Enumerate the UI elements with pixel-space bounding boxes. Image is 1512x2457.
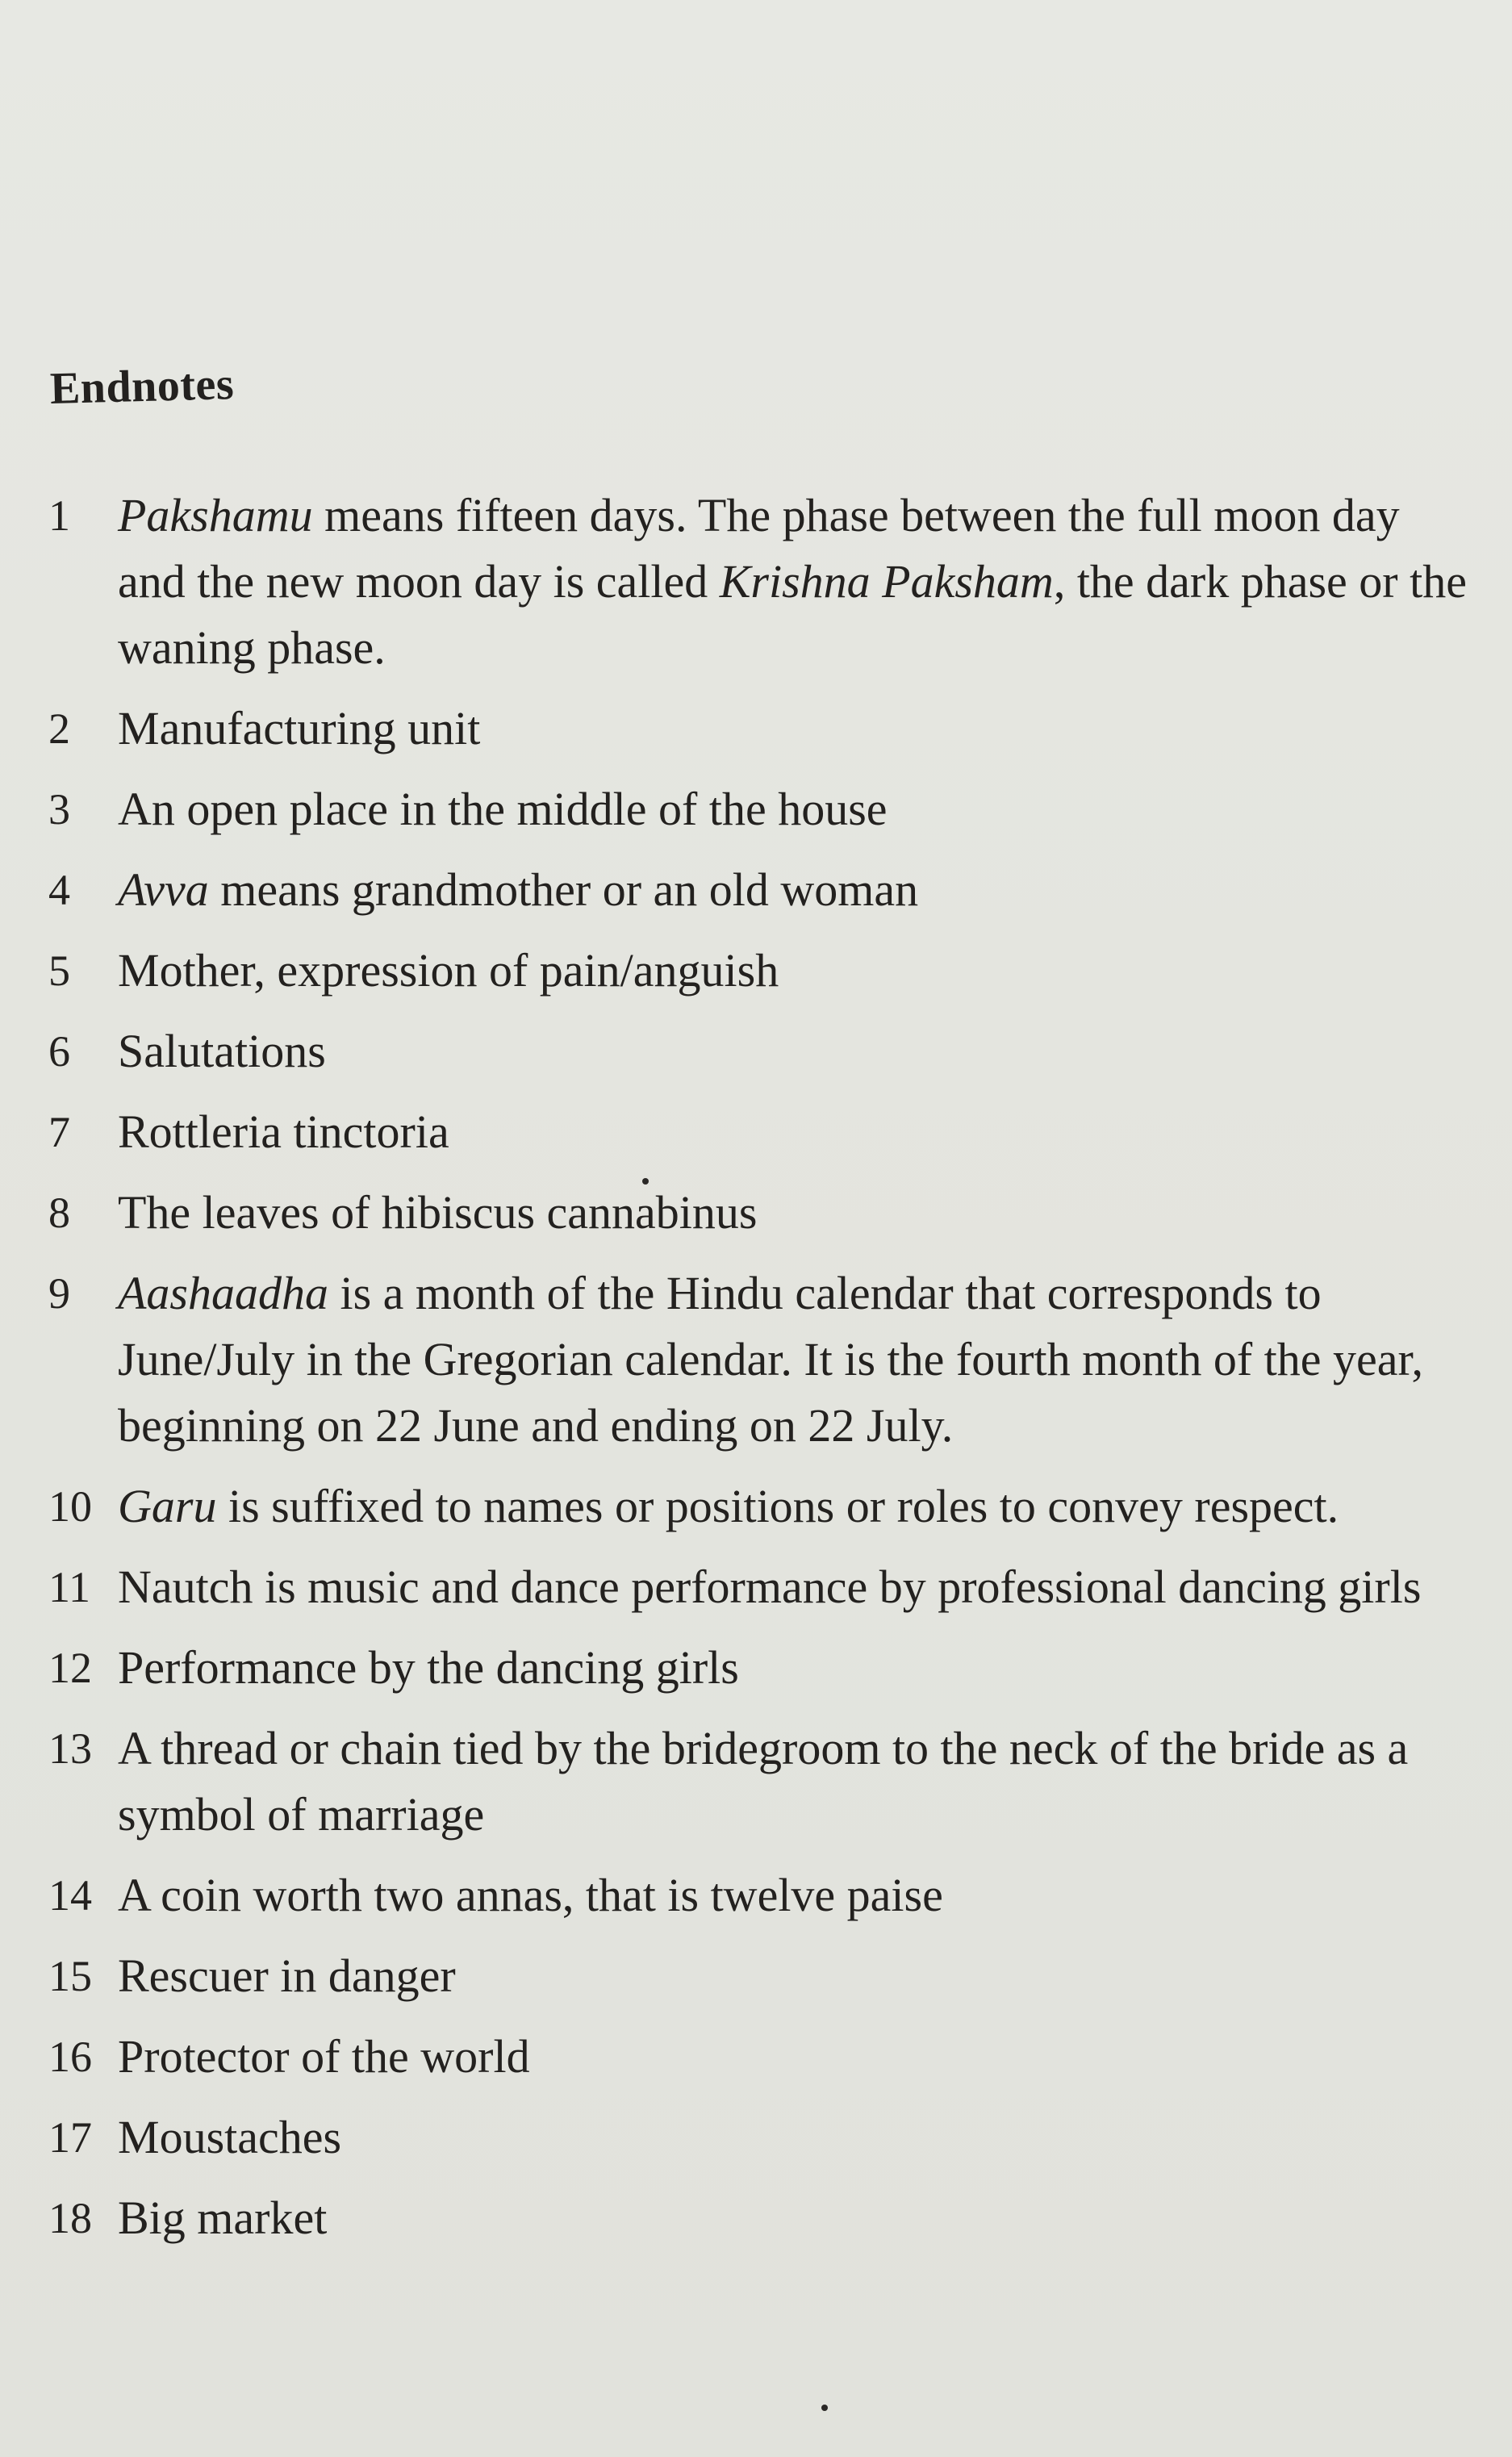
endnote-text <box>118 483 1470 681</box>
endnote-term: Aashaadha <box>118 1267 328 1319</box>
endnote-number: 2 <box>48 704 70 753</box>
endnote-item <box>48 1943 1470 2009</box>
endnote-body: Manufacturing unit <box>118 702 481 754</box>
endnote-body: means fifteen days. The phase between the full moon day and the new moon day is called <box>118 489 1400 608</box>
endnote-body: An open place in the middle of the house <box>118 783 888 835</box>
endnote-body: Rescuer in danger <box>118 1949 456 2002</box>
endnote-text <box>118 1635 1470 1701</box>
endnote-item <box>48 1635 1470 1701</box>
ink-speck <box>821 2405 828 2411</box>
endnote-item <box>48 1473 1470 1540</box>
endnote-body: Big market <box>118 2192 328 2244</box>
endnote-item <box>48 1180 1470 1246</box>
endnote-text <box>118 696 1470 762</box>
endnote-text <box>118 1473 1470 1540</box>
endnotes-list <box>48 483 1470 2266</box>
endnote-item <box>48 1018 1470 1084</box>
endnote-number: 13 <box>48 1724 92 1773</box>
endnote-text <box>118 1099 1470 1165</box>
endnote-text <box>118 1018 1470 1084</box>
endnote-item <box>48 1260 1470 1459</box>
endnote-text <box>118 1180 1470 1246</box>
endnote-item <box>48 776 1470 842</box>
endnote-number: 17 <box>48 2113 92 2162</box>
endnote-term: Avva <box>118 863 209 916</box>
endnote-text <box>118 1943 1470 2009</box>
endnote-body: Rottleria tinctoria <box>118 1105 449 1158</box>
endnote-body: Protector of the world <box>118 2030 530 2083</box>
endnote-text <box>118 2185 1470 2251</box>
endnote-item <box>48 2024 1470 2090</box>
endnote-body: A coin worth two annas, that is twelve paise <box>118 1869 943 1921</box>
page-heading: Endnotes <box>49 359 235 414</box>
endnote-body: Salutations <box>118 1025 326 1077</box>
endnote-text <box>118 1554 1470 1620</box>
endnote-body: is suffixed to names or positions or roles to convey respect. <box>216 1480 1339 1532</box>
endnote-number: 4 <box>48 866 70 914</box>
endnote-item <box>48 1715 1470 1848</box>
endnote-number: 15 <box>48 1952 92 2000</box>
endnote-term: Garu <box>118 1480 217 1532</box>
endnote-term: Krishna Paksham <box>719 555 1054 608</box>
endnote-number: 16 <box>48 2033 92 2081</box>
endnote-number: 6 <box>48 1027 70 1076</box>
endnote-number: 11 <box>48 1563 90 1611</box>
endnote-text <box>118 2024 1470 2090</box>
endnote-number: 8 <box>48 1189 70 1237</box>
endnote-number: 9 <box>48 1269 70 1318</box>
endnote-number: 3 <box>48 785 70 834</box>
endnote-item <box>48 2185 1470 2251</box>
endnote-number: 10 <box>48 1482 92 1531</box>
endnote-item <box>48 2104 1470 2171</box>
endnote-term: Pakshamu <box>118 489 313 541</box>
ink-speck <box>642 1178 649 1185</box>
endnote-item <box>48 696 1470 762</box>
endnote-number: 1 <box>48 491 70 540</box>
endnote-item <box>48 483 1470 681</box>
endnote-body: Performance by the dancing girls <box>118 1641 739 1694</box>
endnote-body: Nautch is music and dance performance by professional dancing girls <box>118 1561 1422 1613</box>
endnote-text <box>118 1862 1470 1928</box>
endnote-text <box>118 1260 1470 1459</box>
endnote-body: is a month of the Hindu calendar that corresponds to June/July in the Gregorian calendar. It is the fourth month of the year, beginning on 22 June and ending on 22 July. <box>118 1267 1423 1452</box>
endnote-body: A thread or chain tied by the bridegroom to the neck of the bride as a symbol of marriage <box>118 1722 1409 1841</box>
endnote-body: Mother, expression of pain/anguish <box>118 944 779 997</box>
endnote-text <box>118 776 1470 842</box>
endnote-text <box>118 938 1470 1004</box>
show-through-text <box>807 32 1452 226</box>
endnote-item <box>48 1862 1470 1928</box>
endnote-text <box>118 1715 1470 1848</box>
endnote-body: The leaves of hibiscus cannabinus <box>118 1186 758 1239</box>
endnote-number: 12 <box>48 1644 92 1692</box>
endnote-text <box>118 857 1470 923</box>
endnote-number: 5 <box>48 946 70 995</box>
endnote-item <box>48 857 1470 923</box>
endnote-item <box>48 938 1470 1004</box>
endnote-text <box>118 2104 1470 2171</box>
endnote-body: , the dark phase or the waning phase. <box>118 555 1467 674</box>
endnote-item <box>48 1099 1470 1165</box>
endnote-body: Moustaches <box>118 2111 342 2163</box>
endnote-body: means grandmother or an old woman <box>208 863 919 916</box>
endnote-number: 14 <box>48 1871 92 1920</box>
endnote-item <box>48 1554 1470 1620</box>
endnote-number: 7 <box>48 1108 70 1156</box>
endnote-number: 18 <box>48 2194 92 2242</box>
